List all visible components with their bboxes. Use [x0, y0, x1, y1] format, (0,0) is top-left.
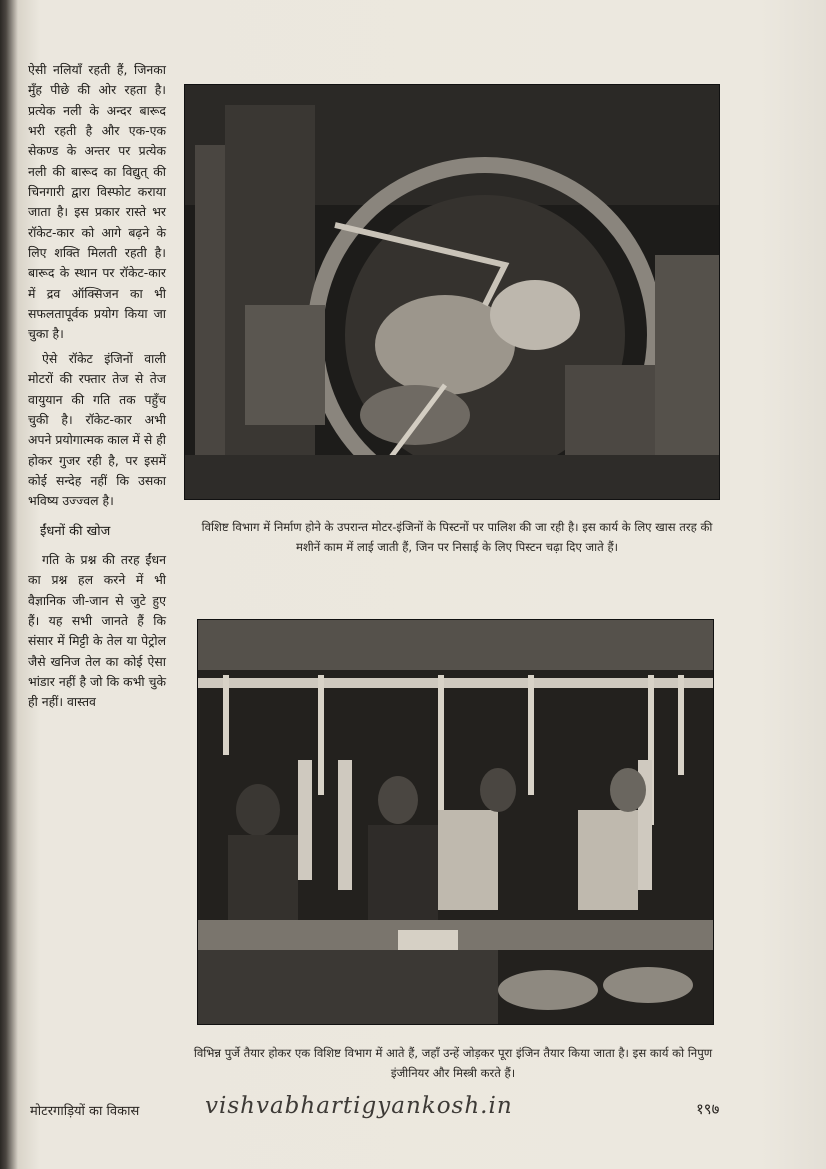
watermark: vishvabhartigyankosh.in [205, 1093, 513, 1119]
paragraph-1: ऐसी नलियाँ रहती हैं, जिनका मुँह पीछे की ओर रहता है। प्रत्येक नली के अन्दर बारूद भरी रहती है और एक-एक सेकण्ड के अन्तर पर प्रत्येक नली की बारूद का विद्युत् की चिनगारी द्वारा विस्फोट कराया जाता है। इस प्रकार रास्ते भर रॉकेट-कार को आगे बढ़ने के लिए शक्ति मिलती रहती है। बारूद के स्थान पर रॉकेट-कार में द्रव ऑक्सिजन का भी सफलतापूर्वक प्रयोग किया जा चुका है। [28, 62, 166, 342]
paragraph-2: ऐसे रॉकेट इंजिनों वाली मोटरों की रफ्तार तेज से तेज वायुयान की गति तक पहुँच चुकी है। रॉकेट-कार अभी अपने प्रयोगात्मक काल में से ही होकर गुजर रही है, पर इसमें कोई सन्देह नहीं कि उसका भविष्य उज्ज्वल है। [28, 350, 166, 509]
photo1-caption: विशिष्ट विभाग में निर्माण होने के उपरान्त मोटर-इंजिनों के पिस्टनों पर पालिश की जा रही है। इस कार्य के लिए खास तरह की मशीनें काम में लाई जाती हैं, जिन पर निसाई के लिए पिस्टन चढ़ा दिए जाते हैं। [201, 520, 713, 554]
section-heading: ईंधनों की खोज [40, 523, 111, 539]
piston-polishing-photo [184, 84, 720, 500]
running-title: मोटरगाड़ियों का विकास [30, 1104, 140, 1119]
machine-photo-graphic [185, 85, 719, 499]
text-column [28, 60, 166, 713]
assembly-photo-graphic [198, 620, 713, 1024]
photo2-caption: विभिन्न पुर्जे तैयार होकर एक विशिष्ट विभाग में आते हैं, जहाँ उन्हें जोड़कर पूरा इंजिन तैयार किया जाता है। इस कार्य को निपुण इंजीनियर और मिस्त्री करते हैं। [193, 1046, 713, 1080]
paragraph-3: गति के प्रश्न की तरह ईंधन का प्रश्न हल करने में भी वैज्ञानिक जी-जान से जुटे हुए हैं। यह सभी जानते हैं कि संसार में मिट्टी के तेल या पेट्रोल जैसे खनिज तेल का कोई ऐसा भांडार नहीं है जो कि कभी चुके ही नहीं। वास्तव [28, 551, 166, 710]
page-number: १९७ [696, 1100, 720, 1118]
engine-assembly-photo [197, 619, 714, 1025]
